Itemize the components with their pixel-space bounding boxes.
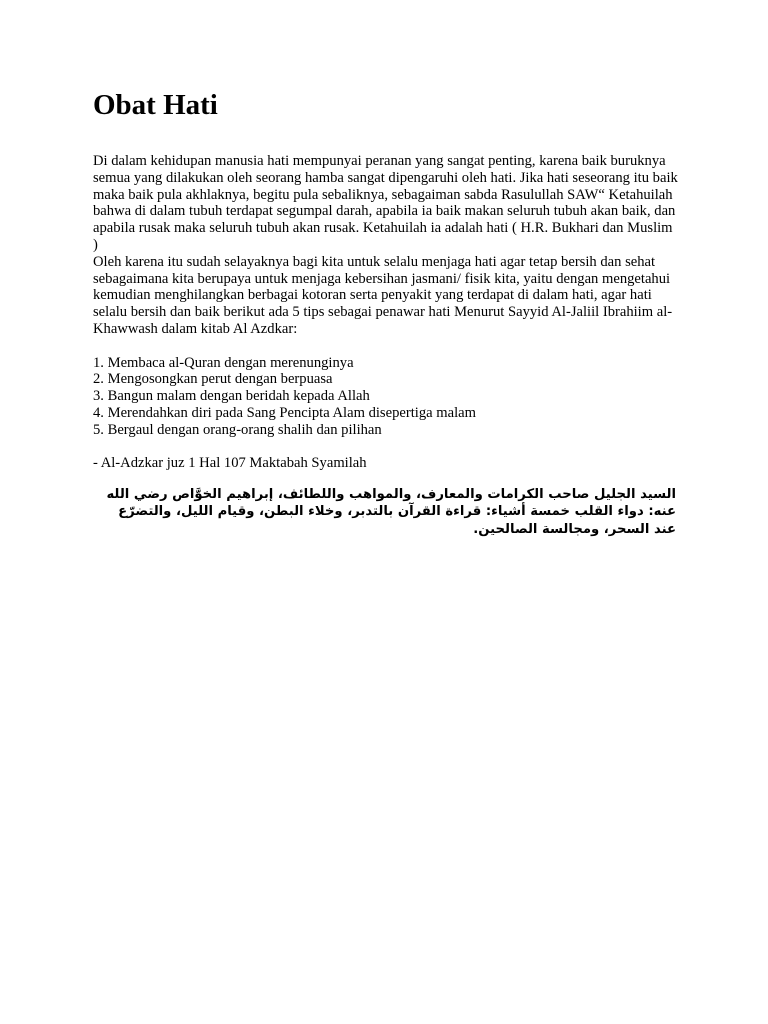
tips-list [93,355,678,439]
intro-paragraph: Di dalam kehidupan manusia hati mempunyai peranan yang sangat penting, karena baik buruknya semua yang dilakukan oleh seorang hamba sangat dipengaruhi oleh hati. Jika hati seseorang itu baik maka baik pula akhlaknya, begitu pula sebaliknya, sebagaiman sabda Rasulullah SAW“ Ketahuilah bahwa di dalam tubuh terdapat segumpal darah, apabila ia baik makan seluruh tubuh akan baik, dan apabila rusak maka seluruh tubuh akan rusak. Ketahuilah ia adalah hati ( H.R. Bukhari dan Muslim ) [93,153,678,253]
list-item: 1. Membaca al-Quran dengan merenunginya [93,354,354,371]
arabic-quote: السيد الجليل صاحب الكرامات والمعارف، والمواهب واللطائف، إبراهيم الخوَّاص رضي الله عنه: دواء القلب خمسة أشياء: قراءة القرآن بالتدبر، وخلاء البطن، وقيام الليل، والتضرّع عند السحر، ومجالسة الصالحين. [106,487,676,537]
list-item: 4. Merendahkan diri pada Sang Pencipta Alam disepertiga malam [93,404,476,421]
list-item: 2. Mengosongkan perut dengan berpuasa [93,371,333,388]
source-citation: - Al-Adzkar juz 1 Hal 107 Maktabah Syamilah [93,455,367,472]
list-item: 5. Bergaul dengan orang-orang shalih dan pilihan [93,421,382,438]
document-body [93,153,678,472]
tips-intro-paragraph: Oleh karena itu sudah selayaknya bagi kita untuk selalu menjaga hati agar tetap bersih dan sehat sebagaimana kita berupaya untuk menjaga kebersihan jasmani/ fisik kita, yaitu dengan mengetahui kemudian menghilangkan berbagai kotoran serta penyakit yang terdapat di dalam hati, agar hati selalu bersih dan baik berikut ada 5 tips sebagai penawar hati Menurut Sayyid Al-Jaliil Ibrahiim al-Khawwash dalam kitab Al Azdkar: [93,253,673,337]
page-title: Obat Hati [93,89,218,121]
list-item: 3. Bangun malam dengan beridah kepada Allah [93,388,370,405]
